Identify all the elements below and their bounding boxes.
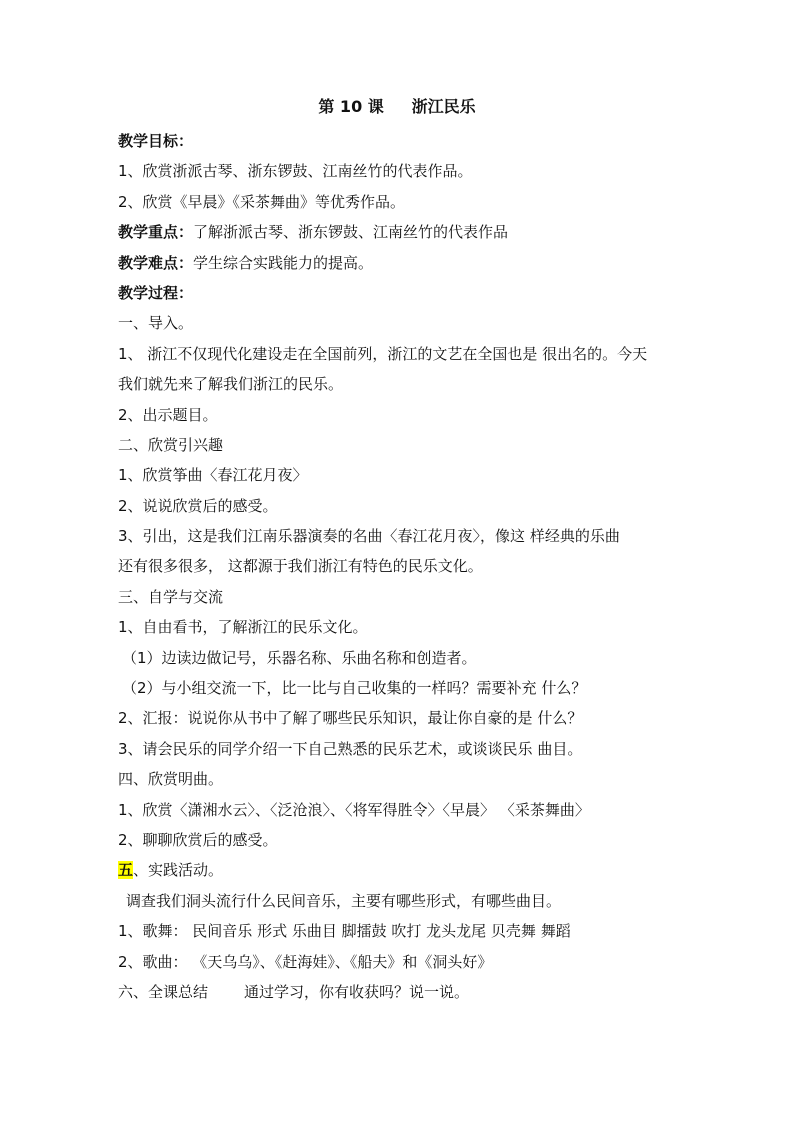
section-line: 1、歌舞： 民间音乐 形式 乐曲目 脚擂鼓 吹打 龙头龙尾 贝壳舞 舞蹈 [118,922,571,941]
objective-item: 1、欣赏浙派古琴、浙东锣鼓、江南丝竹的代表作品。 [118,162,473,181]
section-heading: 二、欣赏引兴趣 [118,435,224,454]
difficulty-text: 学生综合实践能力的提高。 [193,253,374,272]
section-line: 3、请会民乐的同学介绍一下自己熟悉的民乐艺术，或谈谈民乐 曲目。 [118,739,583,758]
difficulty-line [118,248,678,278]
section-heading: 三、自学与交流 [118,587,224,606]
section-line: 调查我们洞头流行什么民间音乐，主要有哪些形式，有哪些曲目。 [126,891,562,910]
section-heading [118,855,678,885]
section-line: 还有很多很多， 这都源于我们浙江有特色的民乐文化。 [118,557,483,576]
section-line: 2、聊聊欣赏后的感受。 [118,830,278,849]
section-heading-text: 、实践活动。 [133,861,224,880]
section-line: 1、 浙江不仅现代化建设走在全国前列，浙江的文艺在全国也是 很出名的。今天 [118,344,648,363]
summary-line [118,977,678,1007]
key-point-label: 教学重点： [118,223,194,242]
key-point-text: 了解浙派古琴、浙东锣鼓、江南丝竹的代表作品 [193,223,509,242]
section-line: 3、引出，这是我们江南乐器演奏的名曲〈春江花月夜〉，像这 样经典的乐曲 [118,527,620,546]
section-line: 2、歌曲： 《天乌乌》、《赶海娃》、《船夫》和《洞头好》 [118,952,493,971]
summary-text: 通过学习，你有收获吗？说一说。 [244,982,470,1001]
section-line: 2、汇报：说说你从书中了解了哪些民乐知识，最让你自豪的是 什么？ [118,709,583,728]
objective-item: 2、欣赏《早晨》《采茶舞曲》等优秀作品。 [118,192,406,211]
section-line: （2）与小组交流一下，比一比与自己收集的一样吗？需要补充 什么？ [122,679,587,698]
section-line: （1）边读边做记号，乐器名称、乐曲名称和创造者。 [122,648,477,667]
section-line: 1、欣赏〈潇湘水云〉、〈泛沧浪〉、〈将军得胜令〉〈早晨〉 〈采茶舞曲〉 [118,800,590,819]
section-heading: 四、欣赏明曲。 [118,770,224,789]
key-point-line [118,217,678,247]
section-heading: 六、全课总结 [118,982,209,1001]
difficulty-label: 教学难点： [118,253,194,272]
section-line: 2、说说欣赏后的感受。 [118,496,278,515]
section-line: 2、出示题目。 [118,405,218,424]
section-line: 1、自由看书，了解浙江的民乐文化。 [118,618,368,637]
section-heading: 一、导入。 [118,314,194,333]
highlighted-section-number: 五 [118,861,134,880]
section-line: 1、欣赏筝曲〈春江花月夜〉 [118,466,308,485]
lesson-title: 第 10 课 浙江民乐 [318,97,476,116]
section-line: 我们就先来了解我们浙江的民乐。 [118,375,344,394]
objectives-label: 教学目标： [118,132,194,150]
process-label: 教学过程： [118,283,194,302]
lesson-body [118,126,678,1007]
